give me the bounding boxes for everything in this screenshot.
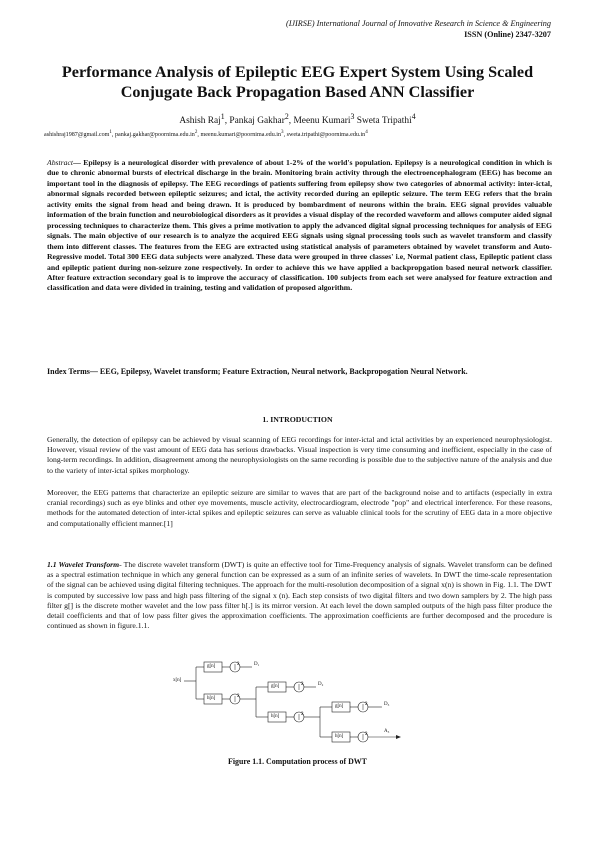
email-mark: 2 bbox=[194, 129, 198, 135]
author-name: Meenu Kumari bbox=[293, 116, 351, 127]
email-mark: 4 bbox=[365, 129, 368, 135]
index-terms: Index Terms— EEG, Epilepsy, Wavelet transform; Feature Extraction, Neural network, Backpropogation Neural Network. bbox=[47, 367, 468, 376]
abstract-text: — Epilepsy is a neurological disorder with prevalence of about 1-2% of the world's population. Epilepsy is a neurological condition in which is due to chronic abnormal bursts of electrical discharge in the brain. Monitoring brain activity through the electroencephalogram (EEG) has become an important tool in the diagnosis of epilepsy. The EEG recordings of patients suffering from epilepsy show two categories of abnormal activity: inter-ictal, abnormal signals recorded between epileptic seizures; and ictal, the activity recorded during an epileptic seizure. The term EEG refers that the brain activity emits the signal from head and being drawn. It is produced by bombardment of neurons within the brain. EEG signal provides valuable information of the brain function and neurobiological disorders as it provides a visual display of the recorded waveform and allows computer aided signal processing techniques to characterize them. This gives a prime motivation to apply the advanced digital signal processing techniques for analysis of EEG signals. The main objective of our research is to analyze the acquired EEG signals using signal processing tools such as wavelet transform and classify them into different classes. The features from the EEG are extracted using statistical analysis of parameters obtained by wavelet transform and Auto-Regressive model. Total 300 EEG data subjects were analyzed. These data were grouped in three classes' i.e, Normal patient class, Epileptic patient class and epileptic patient during non-seizure zone respectively. In order to achieve this we have applied a backpropgation based neural network classifier. After feature extraction secondary goal is to improve the accuracy of classification. 100 subjects from each set were analysed for feature extraction and classification and data were divided in training, testing and validation of proposed algorithm. bbox=[47, 158, 552, 293]
filter-label-g3: g[n] bbox=[335, 704, 344, 709]
section-heading-introduction: 1. INTRODUCTION bbox=[262, 415, 333, 424]
downsample-factor: 2 bbox=[301, 682, 304, 687]
downsample-factor: 2 bbox=[237, 662, 240, 667]
output-label-d2: D₂ bbox=[318, 682, 324, 687]
output-label-d1: D₁ bbox=[254, 662, 260, 667]
journal-issn: ISSN (Online) 2347-3207 bbox=[464, 30, 551, 39]
downsample-factor: 2 bbox=[365, 702, 368, 707]
abstract-label: Abstract bbox=[47, 158, 74, 167]
dwt-figure bbox=[170, 659, 420, 751]
filter-label-g1: g[n] bbox=[207, 664, 216, 669]
email-link[interactable]: meenu.kumari@poornima.edu.in bbox=[200, 132, 282, 139]
author-name: Pankaj Gakhar bbox=[229, 116, 285, 127]
author-mark: 3 bbox=[350, 112, 355, 121]
wavelet-paragraph bbox=[47, 560, 552, 631]
author-mark: 1 bbox=[220, 112, 225, 121]
output-label-a3: A₃ bbox=[384, 729, 390, 734]
author-list: Ashish Raj$^1$, Pankaj Gakhar$^2$, Meenu Kumari$^3$ Sweta Tripathi$^4$ bbox=[179, 112, 416, 127]
author-name: Ashish Raj bbox=[179, 116, 221, 127]
author-mark: 4 bbox=[411, 112, 416, 121]
downsample-factor: 2 bbox=[365, 732, 368, 737]
downsample-factor: 2 bbox=[301, 712, 304, 717]
email-mark: 1 bbox=[109, 129, 112, 135]
email-link[interactable]: sweta.tripathi@poornima.edu.in bbox=[286, 132, 366, 139]
filter-label-g2: g[n] bbox=[271, 684, 280, 689]
email-link[interactable]: pankaj.gakhar@poornima.edu.in bbox=[114, 132, 195, 139]
output-label-d3: D₃ bbox=[384, 702, 390, 707]
filter-label-h2: h[n] bbox=[271, 714, 280, 719]
intro-paragraph-2: Moreover, the EEG patterns that characterize an epileptic seizure are similar to waves that are part of the background noise and to artifacts (especially in extra cranial recordings) such as eye blinks and other eye movements, muscle activity, electrocardiogram, electrode "pop" and electrical interference. For these reasons, methods for the automated detection of inter-ictal spikes and epileptic seizures can serve as valuable clinical tools for the scrutiny of EEG data in a more objective and computationally efficient manner.[1] bbox=[47, 488, 552, 528]
email-link[interactable]: ashishraj1987@gmail.com bbox=[44, 132, 110, 139]
wavelet-paragraph-text: - The discrete wavelet transform (DWT) is quite an effective tool for Time-Frequency analysis of signals. Wavelet transform can be defined as a spectral estimation technique in which any general function can be expressed as a sum of an infinite series of wavelets. In DWT the time-scale representation of the signal can be achieved using digital filtering techniques. The approach for the multi-resolution decomposition of a signal x(n) is shown in Fig. 1.1. The DWT is computed by successive low pass and high pass filtering of the signal x (n). Each step consists of two digital filters and two down samplers by 2. The high pass filter g[] is the discrete mother wavelet and the low pass filter h[.] is its mirror version. At each level the down sampled outputs of the high pass filter produce the detail coefficients and that of low pass filter gives the approximation coefficients. The approximation coefficients are further decomposed and the procedure is continued as shown in figure.1.1. bbox=[47, 560, 552, 631]
dwt-diagram bbox=[170, 659, 420, 751]
subsection-heading-wavelet: 1.1 Wavelet Transform bbox=[47, 560, 120, 569]
author-emails: ashishraj1987@gmail.com$^1$, $pankaj.gakhar@poornima.edu.in^2$, $meenu.kumari@poornima.edu.in^3$, $sweta.tripathi@poornima.edu.in^4$ bbox=[44, 129, 368, 139]
intro-paragraph-1: Generally, the detection of epilepsy can be achieved by visual scanning of EEG recordings for inter-ictal and ictal activities by an experienced neurophysiologist. However, visual review of the vast amount of EEG data has serious drawbacks. Visual inspection is very time consuming and inefficient, especially in the case of long-term recordings. In addition, disagreement among the neurophysiologists on the same recording is possible due to the subjective nature of the analysis and due to the variety of inter-ictal spikes morphology. bbox=[47, 435, 552, 475]
journal-name: (IJIRSE) International Journal of Innovative Research in Science & Engineering bbox=[285, 19, 551, 28]
author-mark: 2 bbox=[284, 112, 289, 121]
output-arrow-icon bbox=[396, 735, 401, 739]
abstract bbox=[47, 158, 552, 294]
downsample-factor: 2 bbox=[237, 694, 240, 699]
email-mark: 3 bbox=[281, 129, 284, 135]
paper-title: Performance Analysis of Epileptic EEG Expert System Using Scaled Conjugate Back Propagation Based ANN Classifier bbox=[61, 63, 534, 101]
journal-header bbox=[286, 18, 551, 40]
input-label: x[n] bbox=[173, 678, 182, 683]
figure-caption: Figure 1.1. Computation process of DWT bbox=[228, 757, 367, 766]
filter-label-h1: h[n] bbox=[207, 696, 216, 701]
author-name: Sweta Tripathi bbox=[356, 116, 412, 127]
filter-label-h3: h[n] bbox=[335, 734, 344, 739]
